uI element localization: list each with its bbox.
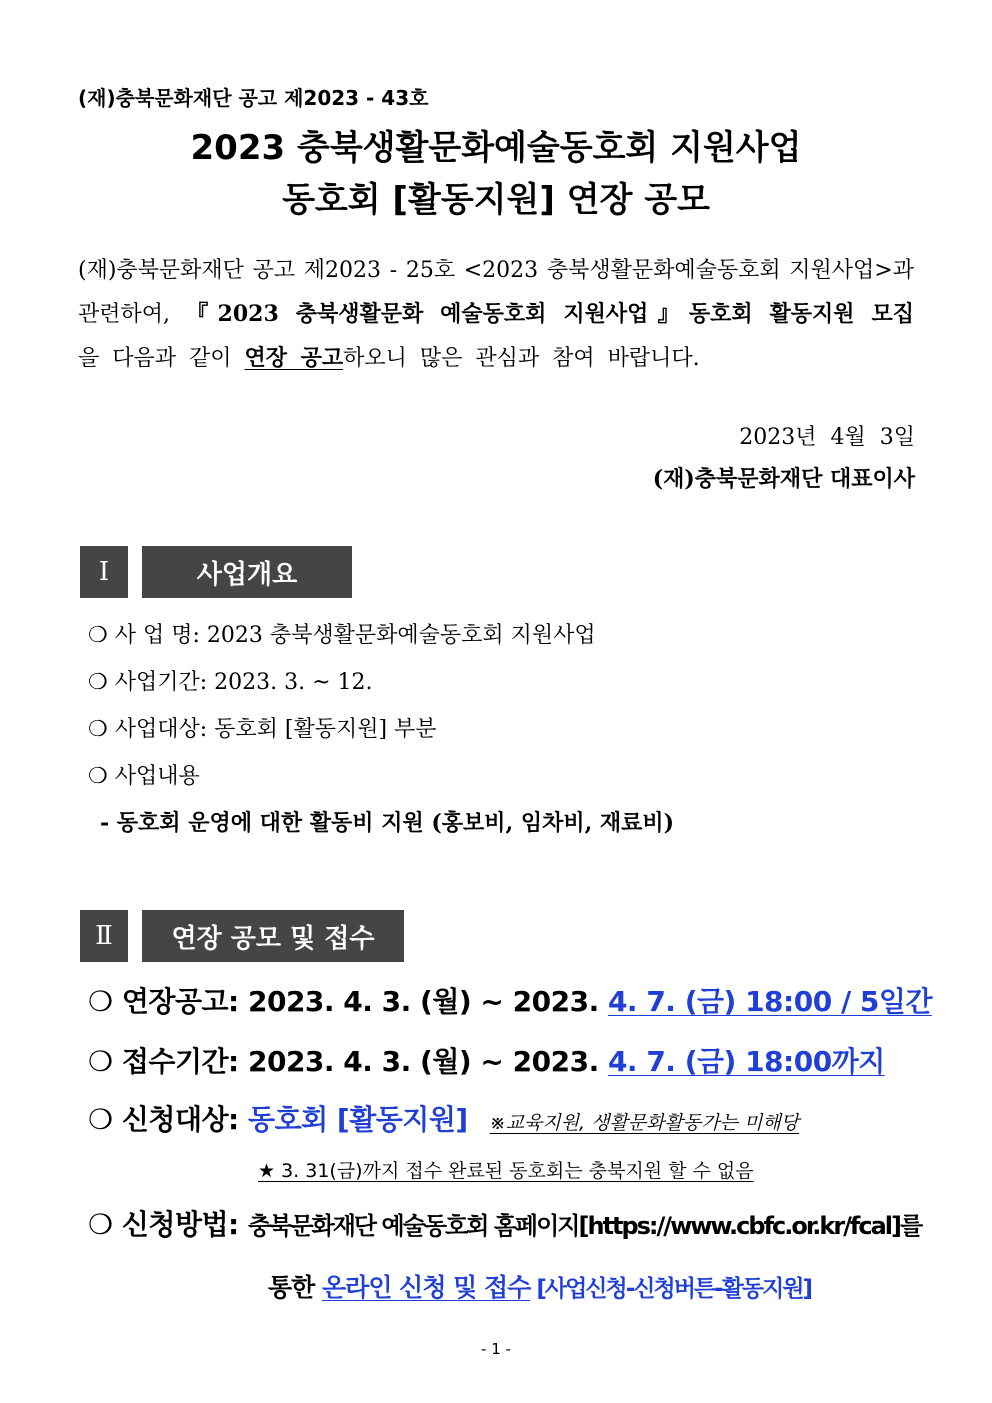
section2-item-method [88,1203,921,1243]
section2-item-method-line2 [268,1268,811,1304]
section1-item-period: ❍ 사업기간: 2023. 3. ~ 12. [88,670,373,695]
issuer: (재)충북문화재단 대표이사 [652,466,915,492]
intro-line2 [78,292,914,337]
intro-line1: (재)충북문화재단 공고 제2023 - 25호 <2023 충북생활문화예술동호회 지원사업>과 [78,258,914,283]
section2-item-applicant [88,1098,799,1138]
section1-title: 사업개요 [142,546,352,598]
section2-item-extension [88,980,932,1020]
section2-title: 연장 공모 및 접수 [142,910,404,962]
highlight-deadline: 4. 7. (금) 18:00까지 [607,1045,885,1078]
homepage-text: 충북문화재단 예술동호회 홈페이지[https://www.cbfc.or.kr/fcal]를 [248,1212,922,1240]
page-number: - 1 - [481,1340,511,1358]
intro-bold-text: 『2023 충북생활문화 예술동호회 지원사업』동호회 활동지원 모집 [186,301,914,327]
intro-text: 을 다음과 같이 [78,346,245,371]
notice-date: 2023년 4월 3일 [739,425,915,450]
section1-item-name: ❍ 사 업 명: 2023 충북생활문화예술동호회 지원사업 [88,623,596,648]
section1-item-content: ❍ 사업내용 [88,764,200,789]
intro-underlined-text: 연장 공고 [244,345,344,371]
section2-number: Ⅱ [80,910,128,962]
item-text: ❍ 신청대상: [88,1103,248,1136]
highlight-target: 동호회 [활동지원] [248,1103,468,1136]
item-text: ❍ 연장공고: 2023. 4. 3. (월) ~ 2023. [88,985,608,1018]
star-note: ★ 3. 31(금)까지 접수 완료된 동호회는 충북지원 할 수 없음 [258,1160,754,1182]
document-title-line2: 동호회 [활동지원] 연장 공모 [282,180,710,220]
section1-subitem: - 동호회 운영에 대한 활동비 지원 (홍보비, 임차비, 재료비) [100,810,675,836]
intro-text: 관련하여, [78,302,187,327]
item-text: ❍ 신청방법: [88,1208,248,1241]
section1-number: Ⅰ [80,546,128,598]
intro-text: 하오니 많은 관심과 참여 바랍니다. [343,346,700,371]
item-text: 통한 [268,1273,323,1302]
section2-item-reception [88,1040,885,1080]
highlight-deadline: 4. 7. (금) 18:00 / 5일간 [607,985,933,1018]
document-title-line1: 2023 충북생활문화예술동호회 지원사업 [190,128,802,168]
applicant-note: ※교육지원, 생활문화활동가는 미해당 [489,1112,800,1134]
intro-line3 [78,336,700,381]
application-path: [사업신청-신청버튼-활동지원] [530,1276,812,1302]
item-text: ❍ 접수기간: 2023. 4. 3. (월) ~ 2023. [88,1045,608,1078]
online-application-link[interactable]: 온라인 신청 및 접수 [322,1273,531,1302]
notice-number: (재)충북문화재단 공고 제2023 - 43호 [78,86,429,110]
section1-item-target: ❍ 사업대상: 동호회 [활동지원] 부분 [88,717,437,742]
